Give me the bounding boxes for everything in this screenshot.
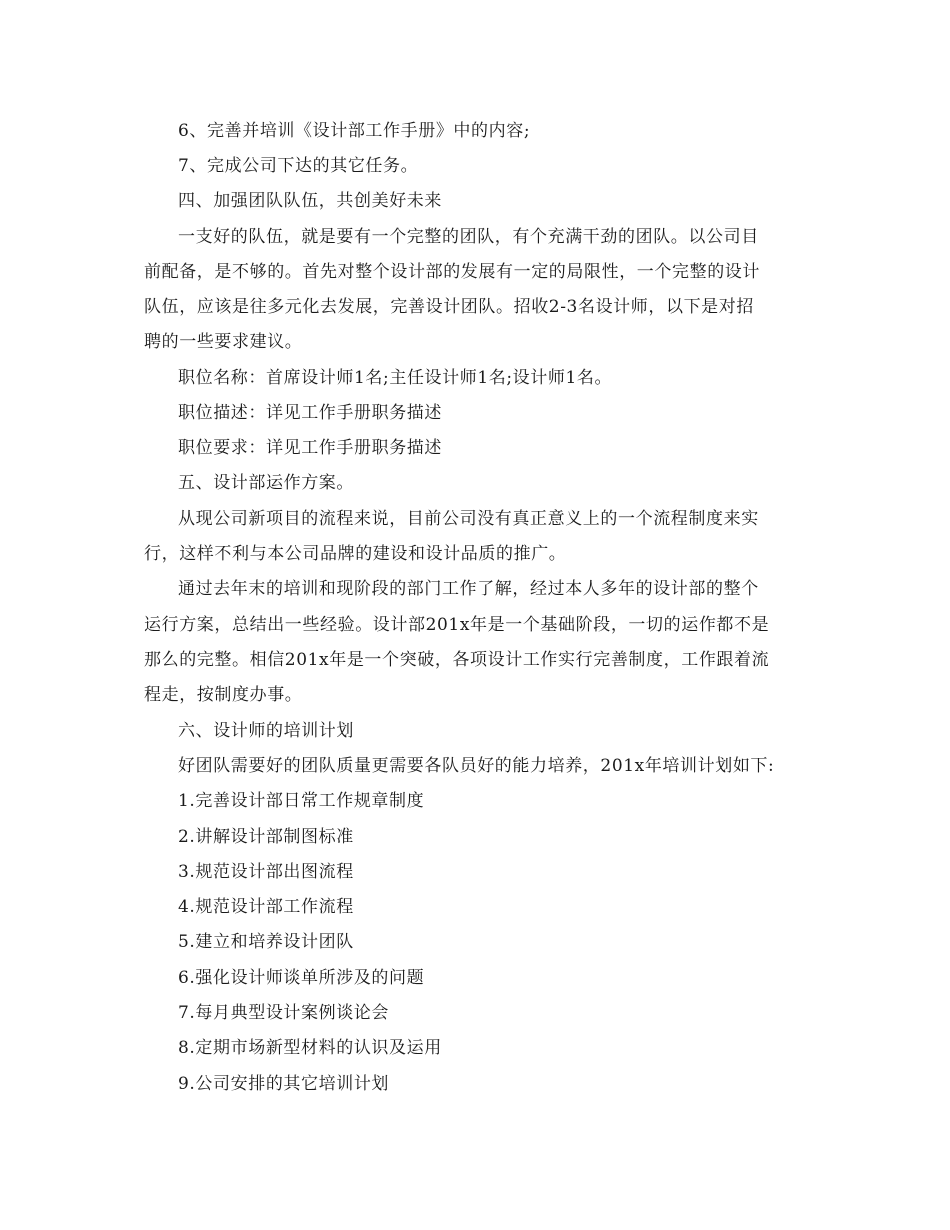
paragraph-line: 那么的完整。相信201x年是一个突破，各项设计工作实行完善制度，工作跟着流 — [144, 650, 770, 670]
paragraph-line: 队伍，应该是往多元化去发展，完善设计团队。招收2-3名设计师，以下是对招 — [144, 297, 754, 317]
list-item: 4.规范设计部工作流程 — [178, 897, 354, 917]
paragraph-line: 职位要求：详见工作手册职务描述 — [178, 438, 442, 458]
paragraph-line: 程走，按制度办事。 — [144, 685, 303, 705]
list-item: 7.每月典型设计案例谈论会 — [178, 1003, 390, 1023]
paragraph-line: 从现公司新项目的流程来说，目前公司没有真正意义上的一个流程制度来实 — [178, 509, 759, 529]
paragraph-line: 前配备，是不够的。首先对整个设计部的发展有一定的局限性，一个完整的设计 — [144, 262, 760, 282]
list-item: 8.定期市场新型材料的认识及运用 — [178, 1038, 442, 1058]
list-item: 3.规范设计部出图流程 — [178, 862, 354, 882]
paragraph-line: 运行方案，总结出一些经验。设计部201x年是一个基础阶段，一切的运作都不是 — [144, 615, 770, 635]
list-item: 7、完成公司下达的其它任务。 — [178, 156, 419, 176]
paragraph-line: 职位名称：首席设计师1名;主任设计师1名;设计师1名。 — [178, 368, 613, 388]
paragraph-line: 好团队需要好的团队质量更需要各队员好的能力培养，201x年培训计划如下: — [178, 756, 775, 776]
paragraph-line: 职位描述：详见工作手册职务描述 — [178, 403, 442, 423]
section-heading: 五、设计部运作方案。 — [178, 473, 354, 493]
paragraph-line: 聘的一些要求建议。 — [144, 332, 303, 352]
paragraph-line: 通过去年末的培训和现阶段的部门工作了解，经过本人多年的设计部的整个 — [178, 579, 759, 599]
section-heading: 六、设计师的培训计划 — [178, 721, 354, 741]
list-item: 2.讲解设计部制图标准 — [178, 827, 354, 847]
list-item: 9.公司安排的其它培训计划 — [178, 1074, 390, 1094]
paragraph-line: 一支好的队伍，就是要有一个完整的团队，有个充满干劲的团队。以公司目 — [178, 227, 759, 247]
list-item: 6.强化设计师谈单所涉及的问题 — [178, 968, 425, 988]
list-item: 6、完善并培训《设计部工作手册》中的内容; — [178, 121, 531, 141]
list-item: 1.完善设计部日常工作规章制度 — [178, 791, 425, 811]
list-item: 5.建立和培养设计团队 — [178, 932, 354, 952]
section-heading: 四、加强团队队伍，共创美好未来 — [178, 191, 442, 211]
paragraph-line: 行，这样不利与本公司品牌的建设和设计品质的推广。 — [144, 544, 567, 564]
